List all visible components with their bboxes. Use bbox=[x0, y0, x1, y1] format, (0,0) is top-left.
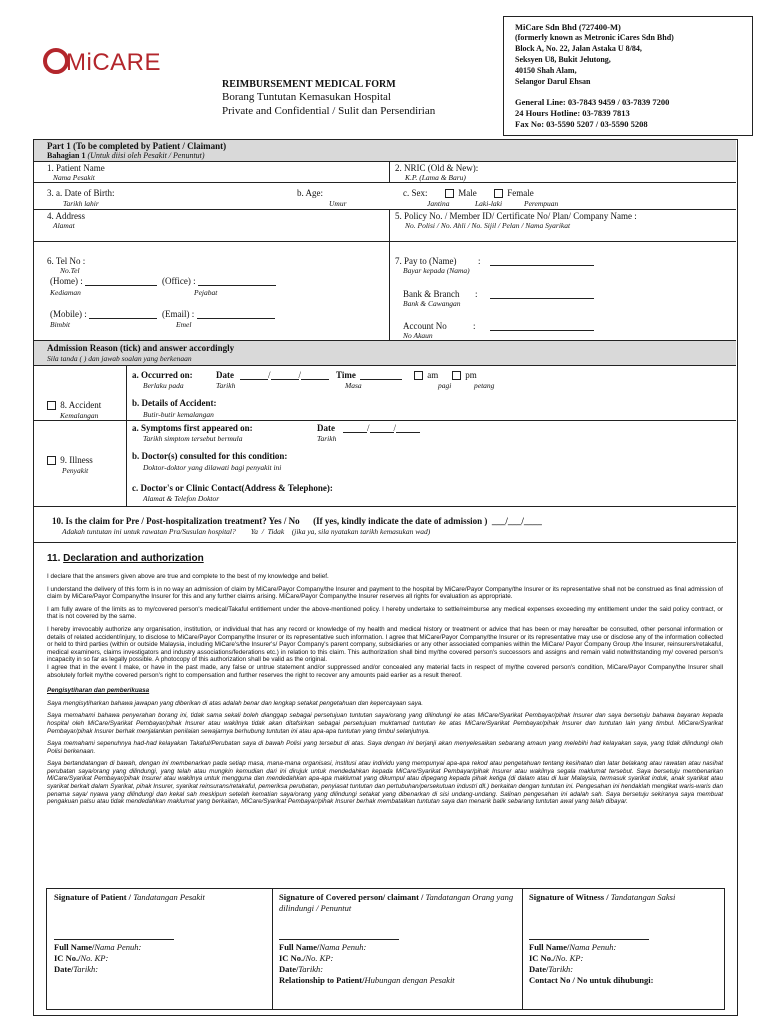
bank-colon: : bbox=[475, 289, 478, 299]
covered-signature-label: Signature of Covered person/ claimant / bbox=[279, 892, 424, 902]
am-label-my: pagi bbox=[438, 381, 452, 390]
divider bbox=[34, 182, 736, 183]
ic-label: IC No./ bbox=[54, 953, 81, 963]
declaration-p3: I am fully aware of the limits as to my/covered person's medical/Takaful entitlement under the above-mentioned policy. I hereby undertake to settle/reimburse any medical expenses exceeding my entitlement under the said policy contract, or that is not covered by the same. bbox=[47, 605, 723, 621]
details-label[interactable]: b. Details of Accident: bbox=[132, 398, 217, 408]
checkbox-icon bbox=[414, 371, 423, 380]
witness-signature-line[interactable] bbox=[529, 930, 649, 940]
doctors-label-my: Doktor-doktor yang dilawati bagi penyakit ini bbox=[143, 463, 282, 472]
day-line bbox=[343, 423, 367, 433]
office-phone-field[interactable] bbox=[162, 276, 276, 286]
account-input-line[interactable] bbox=[490, 321, 594, 331]
covered-signature-line[interactable] bbox=[279, 930, 399, 940]
patient-signature-title bbox=[54, 892, 205, 902]
patient-ic[interactable] bbox=[54, 953, 108, 963]
payto-label: 7. Pay to (Name) bbox=[395, 256, 457, 266]
occurred-label-my: Berlaku pada bbox=[143, 381, 184, 390]
patient-signature-label: Signature of Patient / bbox=[54, 892, 132, 902]
account-label-my: No Akaun bbox=[403, 331, 433, 340]
divider bbox=[522, 888, 523, 1009]
relationship-label-my: Hubungan dengan Pesakit bbox=[364, 975, 455, 985]
accident-checkbox[interactable] bbox=[47, 400, 101, 410]
declaration-m3: Saya memahami sepenuhnya had-had kelayakan Takaful/Perubatan saya di bawah Polisi yang tersebut di atas. Saya dengan ini berjanji akan menyelesaikan sebarang amaun yang melebihi had kelayakan saya, yang tidak dilindungi oleh Polisi berkenaan. bbox=[47, 740, 723, 755]
email-label: (Email) : bbox=[162, 309, 195, 319]
date-label-my: Tarikh: bbox=[298, 964, 324, 974]
date-label-my: Tarikh: bbox=[548, 964, 574, 974]
dob-label-my: Tarikh lahir bbox=[63, 199, 99, 208]
female-checkbox[interactable] bbox=[494, 188, 534, 198]
ic-label: IC No./ bbox=[279, 953, 306, 963]
mobile-label-my: Bimbit bbox=[50, 320, 70, 329]
year-line bbox=[396, 423, 420, 433]
divider bbox=[34, 365, 736, 366]
pm-checkbox[interactable] bbox=[452, 370, 477, 380]
year-line bbox=[301, 370, 329, 380]
symptoms-label-my: Tarikh simptom tersebut bermula bbox=[143, 434, 243, 443]
checkbox-icon bbox=[494, 189, 503, 198]
fullname-label: Full Name/ bbox=[529, 942, 570, 952]
part1-title-my bbox=[47, 151, 205, 160]
checkbox-icon bbox=[47, 401, 56, 410]
pm-label-my: petang bbox=[474, 381, 495, 390]
clinic-label-my: Alamat & Telefon Doktor bbox=[143, 494, 220, 503]
tel-label-my: No.Tel bbox=[60, 266, 80, 275]
declaration-p5: I agree that in the event I make, or have in the past made, any false or untrue statement and/or suppressed and/or concealed any material facts in respect of my/the covered person's condition, MiCare/Payor Company/the Insurer shall absolutely forfeit my/the covered person's right to compensation and further reserves the right to recover any amounts paid earlier as a result thereof. bbox=[47, 663, 723, 679]
payto-label-my: Bayar kepada (Nama) bbox=[403, 266, 470, 275]
am-label: am bbox=[427, 370, 439, 380]
symptoms-date-label-my: Tarikh bbox=[317, 434, 337, 443]
covered-ic[interactable] bbox=[279, 953, 333, 963]
fullname-label-my: Nama Penuh: bbox=[569, 942, 617, 952]
hotline: 24 Hours Hotline: 03-7839 7813 bbox=[515, 108, 630, 118]
illness-checkbox[interactable] bbox=[47, 455, 93, 465]
date-label: Date/ bbox=[529, 964, 549, 974]
home-phone-line bbox=[85, 276, 157, 286]
divider bbox=[34, 209, 736, 210]
account-colon: : bbox=[473, 321, 476, 331]
dob-label[interactable]: 3. a. Date of Birth: bbox=[47, 188, 115, 198]
declaration-m4: Saya bertandatangan di bawah, dengan ini membenarkan pada setiap masa, mana-mana organisasi, institusi atau individu yang mempunyai apa-apa rekod atau pengetahuan tentang kesihatan dan latar belakang atau rawatan atau nasihat perubatan saya/orang yang dilindungi, yang telah atau mungkin kemudian dari ini dirujuk untuk mendedahkan kepada MiCare/Syarikat Pembayar/pihak Insurer atau wakilnya segala maklumat tersebut. Saya bersetuju membenarkan MiCare/Syarikat Pembayar/pihak Insurer atau wakilnya untuk mengguna dan mendedahkan apa-apa maklumat yang dikumpul atau dipegang kepada pihak ketiga (di dalam atau di luar Malaysia, termasuk syarikat induk, anak syarikat atau syarikat berkait dalam Syarikat, pihak Insurer, syarikat reinsurans/retakaful, pemeriksa perubatan, penyiasat tuntutan dan pertubuhan/persekutuan industri dll.) berkaitan dengan tuntutan ini. Pengesahan ini hendaklah mengikat waris-waris dan penama saya/ nyawa yang dilindungi dan kekal sah meskipun setelah kematian saya/orang yang dilindungi setakat yang dibenarkan di sisi undang-undang. Salinan pengesahan ini adalah sah. Saya bersetuju sekiranya saya membuat pengakuan palsu atau tidak mendedahkan maklumat yang berkaitan, MiCare/Syarikat Pembayar/pihak Insurer berhak membatalkan tuntutan saya dan menarik balik sebarang tuntutan awal yang telah dibayar. bbox=[47, 760, 723, 806]
nric-label[interactable]: 2. NRIC (Old & New): bbox=[395, 163, 479, 173]
mobile-phone-field[interactable] bbox=[50, 309, 157, 319]
patient-signature-line[interactable] bbox=[54, 930, 174, 940]
covered-signature-label-my: Tandatangan Orang yang dilindungi / Penuntut bbox=[279, 892, 514, 913]
occurred-time-line[interactable] bbox=[360, 370, 402, 380]
home-label: (Home) : bbox=[50, 276, 83, 286]
age-label-my: Umur bbox=[329, 199, 347, 208]
form-title: REIMBURSEMENT MEDICAL FORM bbox=[222, 79, 396, 90]
divider bbox=[34, 420, 736, 421]
divider bbox=[272, 888, 273, 1009]
nric-label-my: K.P. (Lama & Baru) bbox=[405, 173, 466, 182]
general-line: General Line: 03-7843 9459 / 03-7839 7200 bbox=[515, 97, 670, 107]
checkbox-icon bbox=[47, 456, 56, 465]
part1-label-my: Bahagian 1 bbox=[47, 151, 86, 160]
part1-note-my: (Untuk diisi oleh Pesakit / Penuntut) bbox=[87, 151, 205, 160]
ic-label-my: No. KP: bbox=[555, 953, 584, 963]
covered-date[interactable] bbox=[279, 964, 323, 974]
divider bbox=[126, 365, 127, 506]
occurred-date-field[interactable]: / / bbox=[240, 370, 329, 380]
covered-fullname[interactable] bbox=[279, 942, 366, 952]
company-name: MiCare Sdn Bhd (727400-M) bbox=[515, 22, 621, 32]
divider bbox=[34, 161, 736, 162]
declaration-p2: I understand the delivery of this form is in no way an admission of claim by MiCare/Payor Company/the Insurer and payment to the hospital by MiCare/Payor Company/the Insurer or its representative shall not be construed as final admission of claim by MiCare/Payor Company/the Insurer for this and any further claims arising. MiCare/Payor Company/the Insurer reserves all rights for evaluation as appropriate. bbox=[47, 585, 723, 601]
address-line4: Selangor Darul Ehsan bbox=[515, 77, 591, 86]
declaration-my-heading: Pengisytiharan dan pemberikuasa bbox=[47, 687, 150, 695]
occurred-time-label: Time bbox=[336, 370, 356, 380]
declaration-m2: Saya memahami bahawa penyerahan borang ini, tidak sama sekali boleh dianggap sebagai persetujuan tuntutan saya/orang yang dilindungi ke atas MiCare/Syarikat Pembayar/pihak Insurer dan saya bersetuju bahawa bayaran kepada hospital oleh MiCare/Syarikat Pembayar/pihak Insurer atau wakilnya tidak akan ditafsirkan sebagai persetujuan muktamad tuntutan ke atas MiCare/Syarikat Pembayar/pihak Insurer dan tuntutan lain yang timbul. MiCare/Syarikat Pembayar/pihak Insurer berhak menjalankan penilaian sewajarnya berhubung tuntutan ini atau apa-apa tuntutan yang timbul selanjutnya. bbox=[47, 712, 723, 735]
divider bbox=[34, 241, 736, 242]
fullname-label: Full Name/ bbox=[279, 942, 320, 952]
fax-number: Fax No: 03-5590 5207 / 03-5590 5208 bbox=[515, 119, 648, 129]
bank-input-line[interactable] bbox=[490, 289, 594, 299]
male-label-my: Laki-laki bbox=[475, 199, 503, 208]
symptoms-date-field[interactable]: / / bbox=[343, 423, 420, 433]
account-label: Account No bbox=[403, 321, 447, 331]
divider bbox=[389, 241, 390, 340]
clinic-label[interactable]: c. Doctor's or Clinic Contact(Address & Telephone): bbox=[132, 483, 333, 493]
payto-colon: : bbox=[478, 256, 481, 266]
logo: MiCARE bbox=[66, 49, 162, 76]
accident-label-my: Kemalangan bbox=[60, 411, 99, 420]
office-label: (Office) : bbox=[162, 276, 196, 286]
ic-label: IC No./ bbox=[529, 953, 556, 963]
male-checkbox[interactable] bbox=[445, 188, 477, 198]
witness-date[interactable] bbox=[529, 964, 573, 974]
female-label: Female bbox=[507, 188, 534, 198]
symptoms-date-label: Date bbox=[317, 423, 335, 433]
fullname-label-my: Nama Penuh: bbox=[319, 942, 367, 952]
declaration-m1: Saya mengisytiharkan bahawa jawapan yang diberikan di atas adalah benar dan lengkap setakat pengetahuan dan kepercayaan saya. bbox=[47, 699, 423, 707]
relationship-label: Relationship to Patient/ bbox=[279, 975, 365, 985]
witness-ic[interactable] bbox=[529, 953, 583, 963]
office-phone-line bbox=[198, 276, 276, 286]
declaration-text bbox=[47, 573, 723, 811]
q10-question[interactable]: 10. Is the claim for Pre / Post-hospitalization treatment? Yes / No (If yes, kindly indicate the date of admission ) ___/___/____ bbox=[52, 516, 542, 526]
occurred-date-label: Date bbox=[216, 370, 234, 380]
witness-contact[interactable]: Contact No / No untuk dihubungi: bbox=[529, 975, 654, 985]
email-field[interactable] bbox=[162, 309, 275, 319]
payto-input-line[interactable] bbox=[490, 256, 594, 266]
office-label-my: Pejabat bbox=[194, 288, 218, 297]
date-label-my: Tarikh: bbox=[73, 964, 99, 974]
bank-label: Bank & Branch bbox=[403, 289, 460, 299]
patient-name-label[interactable]: 1. Patient Name bbox=[47, 163, 105, 173]
sex-label: c. Sex: bbox=[403, 188, 428, 198]
age-label[interactable]: b. Age: bbox=[297, 188, 323, 198]
female-label-my: Perempuan bbox=[524, 199, 559, 208]
doctors-label[interactable]: b. Doctor(s) consulted for this condition: bbox=[132, 451, 288, 461]
witness-fullname[interactable] bbox=[529, 942, 616, 952]
patient-signature-label-my: Tandatangan Pesakit bbox=[133, 892, 205, 902]
policy-label[interactable]: 5. Policy No. / Member ID/ Certificate No/ Plan/ Company Name : bbox=[395, 211, 637, 221]
tel-label: 6. Tel No : bbox=[47, 256, 86, 266]
declaration-number: 11. bbox=[47, 553, 61, 564]
address-line3: 40150 Shah Alam, bbox=[515, 66, 577, 75]
witness-signature-label-my: Tandatangan Saksi bbox=[610, 892, 676, 902]
checkbox-icon bbox=[445, 189, 454, 198]
details-label-my: Butir-butir kemalangan bbox=[143, 410, 214, 419]
ic-label-my: No. KP: bbox=[305, 953, 334, 963]
address-line1: Block A, No. 22, Jalan Astaka U 8/84, bbox=[515, 44, 642, 53]
declaration-heading bbox=[47, 553, 204, 564]
pm-label: pm bbox=[465, 370, 477, 380]
address-label-my: Alamat bbox=[53, 221, 75, 230]
illness-label-my: Penyakit bbox=[62, 466, 89, 475]
declaration-p4: I hereby irrevocably authorize any organisation, institution, or individual that has any record or knowledge of my health and medical history or treatment or advice that has been or may hereafter be consulted, other personal information or details of related accident/injury, to disclose to MiCare/Payor Company/the Insurer or its representative such information. I agree that MiCare/Payor Company/the Insurer or its representative may use or disclose any of the information collected or held to third parties (within or outside Malaysia, including MiCare's/the Insurer's/ Payor Company's parent company, subsidiaries or any other associated companies within the MiCare/ Payor Company Group /the Insurer, reinsurers/retakaful, medical examiners, claims investigators and industry associations/federations etc.) in relation to this claim. This authorization shall bind my/the covered person's successors and assigns and remain valid notwithstanding my/ covered person's incapacity in so far as legally possible. A photocopy of this authorization shall be valid as the original. bbox=[47, 625, 723, 664]
email-line bbox=[197, 309, 275, 319]
occurred-date-label-my: Tarikh bbox=[216, 381, 236, 390]
date-label: Date/ bbox=[54, 964, 74, 974]
home-phone-field[interactable] bbox=[50, 276, 157, 286]
confidential-note: Private and Confidential / Sulit dan Persendirian bbox=[222, 105, 436, 117]
divider bbox=[34, 542, 736, 543]
fullname-label-my: Nama Penuh: bbox=[94, 942, 142, 952]
occurred-time-label-my: Masa bbox=[345, 381, 362, 390]
home-label-my: Kediaman bbox=[50, 288, 81, 297]
form-title-my: Borang Tuntutan Kemasukan Hospital bbox=[222, 91, 391, 103]
symptoms-label: a. Symptoms first appeared on: bbox=[132, 423, 253, 433]
address-line2: Seksyen U8, Bukit Jelutong, bbox=[515, 55, 611, 64]
policy-label-my: No. Polisi / No. Ahli / No. Sijil / Pelan / Nama Syarikat bbox=[405, 221, 571, 230]
declaration-p1: I declare that the answers given above are true and complete to the best of my knowledge and belief. bbox=[47, 573, 329, 580]
address-label[interactable]: 4. Address bbox=[47, 211, 85, 221]
am-checkbox[interactable] bbox=[414, 370, 438, 380]
company-formerly: (formerly known as Metronic iCares Sdn Bhd) bbox=[515, 33, 674, 42]
date-label: Date/ bbox=[279, 964, 299, 974]
email-label-my: Emel bbox=[176, 320, 192, 329]
ic-label-my: No. KP: bbox=[80, 953, 109, 963]
month-line bbox=[370, 423, 394, 433]
accident-label: 8. Accident bbox=[60, 400, 102, 410]
sex-label-my: Jantina bbox=[427, 199, 450, 208]
illness-label: 9. Illness bbox=[60, 455, 93, 465]
checkbox-icon bbox=[452, 371, 461, 380]
mobile-label: (Mobile) : bbox=[50, 309, 87, 319]
day-line bbox=[240, 370, 268, 380]
covered-signature-title bbox=[279, 892, 519, 914]
divider bbox=[389, 161, 390, 182]
patient-name-label-my: Nama Pesakit bbox=[53, 173, 95, 182]
occurred-label: a. Occurred on: bbox=[132, 370, 193, 380]
fullname-label: Full Name/ bbox=[54, 942, 95, 952]
admission-title: Admission Reason (tick) and answer accordingly bbox=[47, 343, 235, 353]
declaration-title: Declaration and authorization bbox=[63, 553, 204, 564]
witness-signature-title bbox=[529, 892, 675, 902]
witness-signature-label: Signature of Witness / bbox=[529, 892, 609, 902]
divider bbox=[34, 506, 736, 507]
q10-question-my: Adakah tuntutan ini untuk rawatan Pra/Susulan hospital? Ya / Tidak (jika ya, sila nyatakan tarikh kemasukan wad) bbox=[62, 527, 431, 536]
month-line bbox=[271, 370, 299, 380]
patient-fullname[interactable] bbox=[54, 942, 141, 952]
male-label: Male bbox=[458, 188, 477, 198]
patient-date[interactable] bbox=[54, 964, 98, 974]
covered-relationship[interactable] bbox=[279, 975, 455, 985]
admission-title-my: Sila tanda ( ) dan jawab soalan yang berkenaan bbox=[47, 354, 192, 363]
part1-title: Part 1 (To be completed by Patient / Claimant) bbox=[47, 141, 227, 151]
mobile-line bbox=[89, 309, 157, 319]
bank-label-my: Bank & Cawangan bbox=[403, 299, 461, 308]
divider bbox=[389, 209, 390, 241]
